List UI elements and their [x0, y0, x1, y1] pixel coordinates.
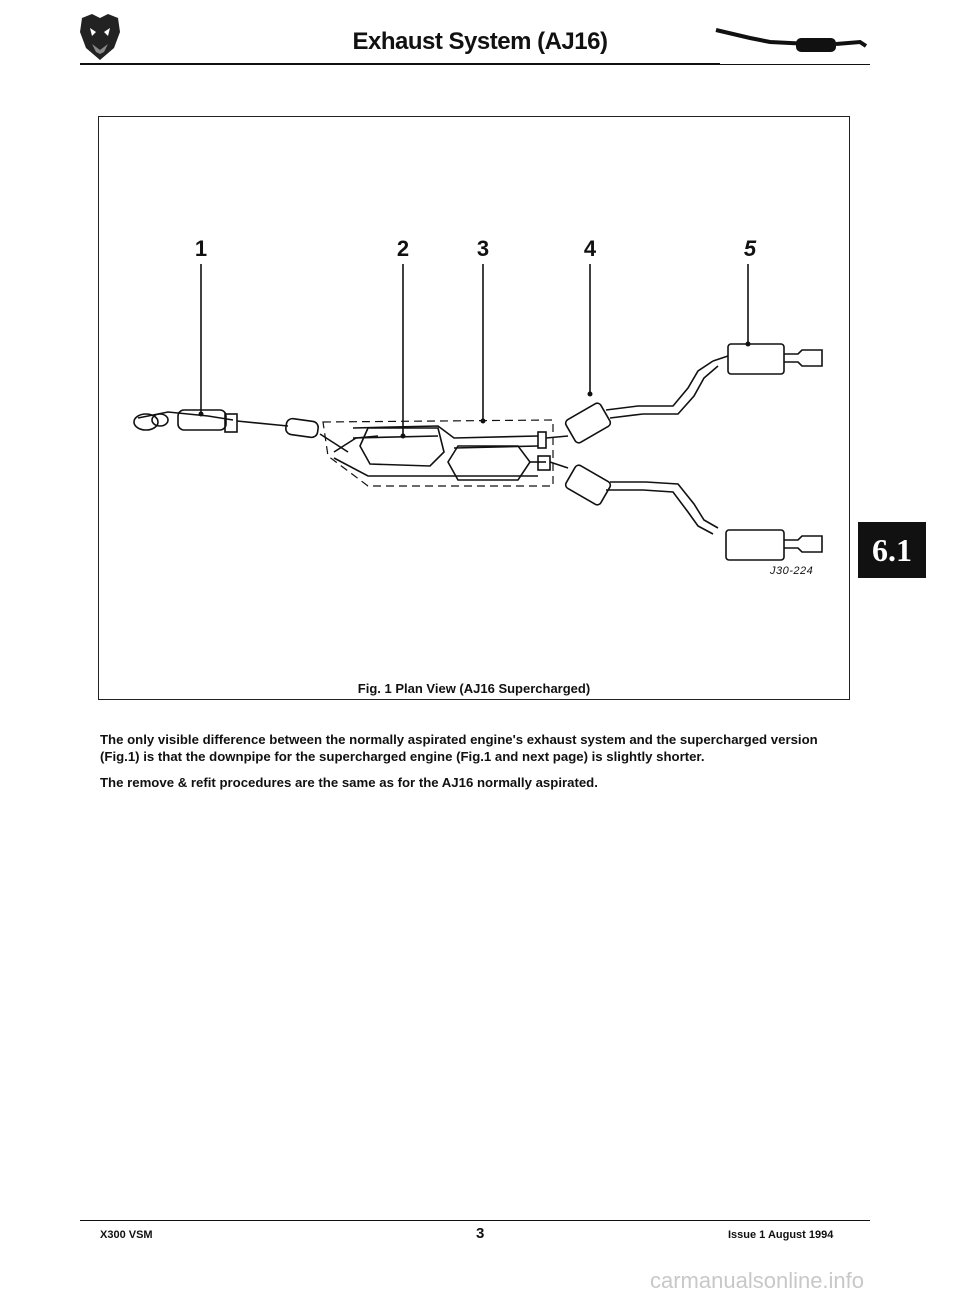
- body-paragraph-2: The remove & refit procedures are the same as for the AJ16 normally aspirated.: [100, 775, 598, 790]
- body-paragraph-1: The only visible difference between the normally aspirated engine's exhaust system and the supercharged version (Fig.1) is that the downpipe for the supercharged engine (Fig.1 and next page) is slightly shorter.: [100, 732, 818, 764]
- figure-caption: Fig. 1 Plan View (AJ16 Supercharged): [357, 681, 591, 696]
- footer-rule: [80, 1220, 870, 1221]
- header-rule-thin: [720, 64, 870, 65]
- watermark: carmanualsonline.info: [650, 1268, 865, 1293]
- footer-page-number: 3: [476, 1225, 485, 1242]
- callout-2: 2: [396, 236, 410, 261]
- footer-issue-date: Issue 1 August 1994: [728, 1229, 834, 1241]
- callout-4: 4: [583, 236, 597, 261]
- callout-3: 3: [476, 236, 490, 261]
- page-title: Exhaust System (AJ16): [352, 28, 608, 55]
- exhaust-plan-diagram: [98, 116, 850, 700]
- figure-reference: J30-224: [770, 565, 814, 577]
- callout-5: 5: [743, 236, 757, 261]
- callout-1: 1: [194, 236, 208, 261]
- footer-manual-name: X300 VSM: [100, 1229, 153, 1241]
- header-rule: [80, 63, 720, 65]
- section-tab: 6.1: [858, 522, 926, 578]
- exhaust-pipe-icon: [710, 20, 870, 60]
